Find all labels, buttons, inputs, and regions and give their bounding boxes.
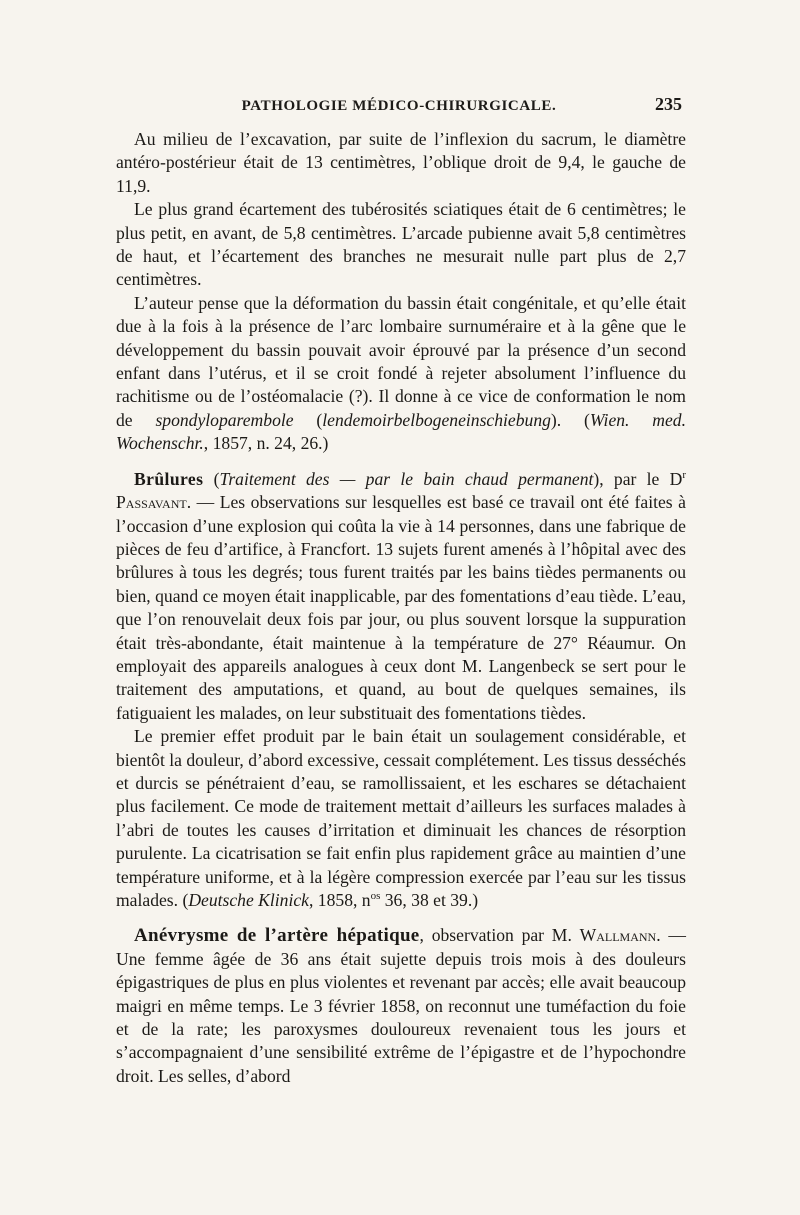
paragraph-bath-effects	[116, 725, 686, 912]
section-gap	[116, 456, 686, 468]
citation: , 1857, n. 24, 26.)	[203, 433, 329, 454]
subtitle-tail: ), par le D	[593, 468, 683, 489]
paragraph-deformation-conclusion	[116, 292, 686, 456]
citation-sep: ). (	[550, 409, 590, 430]
section-heading-anevrysme: Anévrysme de l’artère hépatique	[134, 925, 420, 947]
paragraph-text: L’auteur pense que la déformation du bassin était congénitale, et qu’elle était due à la fois à la présence de l’arc lombaire surnuméraire et à la gêne que le développement du bassin pouvait avoir éprouvé par la présence d’un second enfant dans l’utérus, et il se croit fondé à rejeter absolument l’influence du rachitisme ou de l’ostéomalacie (?). Il donne à ce vice de conformation le nom de	[116, 292, 686, 430]
paragraph-pelvis-diameters	[116, 128, 686, 198]
paragraph-text: . — Les observations sur lesquelles est basé ce travail ont été faites à l’occasion d’une explosion qui coûta la vie à 14 personnes, dans une fabrique de pièces de feu d’artifice, à Francfort. 13 sujets furent amenés à l’hôpital avec des brûlures à tous les degrés; tous furent traités par les bains tièdes permanents ou bien, quand ce moyen était inapplicable, par des fomentations d’eau tiède. L’eau, que l’on renouvelait deux fois par jour, ou plus souvent lorsque la suppuration était très-abondante, était maintenue à la température de 27° Réaumur. On employait des appareils analogues à ceux dont M. Langenbeck se sert pour le traitement des amputations, et quand, au bout de quelques semaines, ils fatiguaient les malades, on leur substituait des fomentations tièdes.	[116, 492, 686, 723]
paragraph-text: . — Une femme âgée de 36 ans était sujette depuis trois mois à des douleurs épigastriques de plus en plus violentes et revenant par accès; elle avait beaucoup maigri en même temps. Le 3 février 1858, on reconnut une tuméfaction du foie et de la rate; les paroxysmes douloureux revenaient tous les jours et s’accompagnaient d’une sensibilité extrême de l’épigastre et de l’hypochondre droit. Les selles, d’abord	[116, 925, 686, 1086]
journal-title: Deutsche Klinick	[188, 890, 309, 910]
page-body	[116, 128, 686, 1088]
section-heading-brulures: Brûlures	[134, 468, 204, 489]
nos-superscript: os	[370, 890, 381, 903]
author-passavant: Passavant	[116, 492, 187, 513]
section-gap	[116, 912, 686, 924]
term-spondyloparembole: spondyloparembole	[155, 409, 294, 430]
paren-open: (	[293, 409, 323, 430]
journal-title: Wien. med. Wochenschr.	[116, 409, 686, 454]
paragraph-text: Le premier effet produit par le bain était un soulagement considérable, et bientôt la douleur, d’abord excessive, cessait complétement. Les tissus desséchés et durcis se pénétraient d’eau, se ramollissaient, et les eschares se détachaient plus facilement. Ce mode de traitement mettait d’ailleurs les surfaces malades à l’abri de toutes les causes d’irritation et diminuait les chances de résorption purulente. La cicatrisation se fait enfin plus rapidement grâce au maintien d’une température uniforme, et à la légère compression exercée par l’eau sur les tissus malades. (	[116, 726, 686, 910]
dr-superscript: r	[682, 468, 686, 481]
heading-lead: , observation par M.	[419, 925, 580, 946]
paragraph-text: Le plus grand écartement des tubérosités sciatiques était de 6 centimètres; le plus petit, en avant, de 5,8 centimètres. L’arcade pubienne avait 5,8 centimètres de haut, et l’écartement des branches ne mesurait nulle part plus de 2,7 centimètres.	[116, 199, 686, 290]
page-number: 235	[655, 94, 682, 114]
paragraph-sciatic-tuberosities	[116, 198, 686, 292]
term-german: lendemoirbelbogeneinschiebung	[322, 409, 551, 430]
running-title: PATHOLOGIE MÉDICO-CHIRURGICALE.	[241, 98, 557, 114]
section-subtitle: Traitement des — par le bain chaud permanent	[219, 468, 594, 489]
page-header	[116, 94, 682, 120]
paragraph-text: Au milieu de l’excavation, par suite de l’inflexion du sacrum, le diamètre antéro-postérieur était de 13 centimètres, l’oblique droit de 9,4, le gauche de 11,9.	[116, 129, 686, 196]
citation-end: 36, 38 et 39.)	[380, 890, 479, 910]
section-brulures: Brûlures (Traitement des — par le bain chaud permanent), par le $D^r$ Passavant. — Les observations sur lesquelles est basé ce travail ont été faites à l’occasion d’une explosion qui coûta la vie à 14 personnes, dans une fabrique de pièces de feu d’artifice, à Francfort. 13 sujets furent amenés à l’hôpital avec des brûlures à tous les degrés; tous furent traités par les bains tièdes permanents ou bien, quand ce moyen était inapplicable, par des fomentations d’eau tiède. L’eau, que l’on renouvelait deux fois par jour, ou plus souvent lorsque la suppuration était très-abondante, était maintenue à la température de 27° Réaumur. On employait des appareils analogues à ceux dont M. Langenbeck se sert pour le traitement des amputations, et quand, au bout de quelques semaines, ils fatiguaient les malades, on leur substituait des fomentations tièdes.	[116, 468, 686, 723]
author-wallmann: Wallmann	[579, 925, 657, 946]
section-anevrysme	[116, 924, 686, 1088]
citation: , 1858, n	[309, 890, 371, 910]
